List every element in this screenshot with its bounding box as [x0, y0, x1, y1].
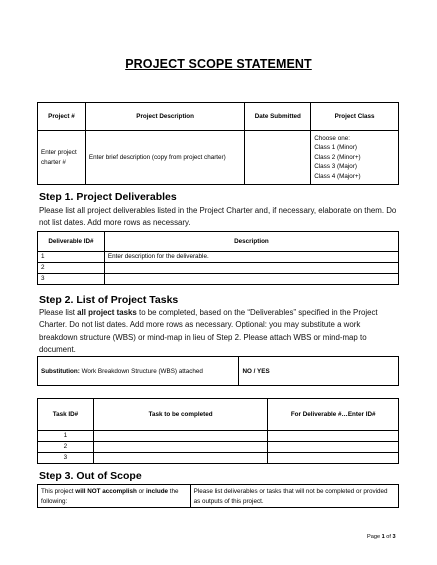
project-description-field[interactable]: Enter brief description (copy from project charter) [85, 131, 244, 185]
substitution-value-cell[interactable] [239, 357, 399, 386]
header-task-id: Task ID# [38, 399, 94, 431]
step1-heading: Step 1. Project Deliverables [39, 191, 177, 203]
header-for-deliverable: For Deliverable #…Enter ID# [268, 399, 399, 431]
header-project-num: Project # [38, 103, 86, 131]
deliverable-id-cell[interactable]: 3 [38, 274, 105, 285]
header-description: Description [104, 232, 398, 252]
footer-page: 1 [381, 534, 385, 540]
deliverable-desc-cell[interactable] [104, 263, 398, 274]
task-cell[interactable] [93, 442, 267, 453]
task-id-cell[interactable]: 3 [38, 453, 94, 464]
header-date-submitted: Date Submitted [245, 103, 311, 131]
footer-total: 3 [392, 534, 396, 540]
class-option: Class 3 (Major) [314, 163, 357, 171]
out-of-scope-label-cell [38, 485, 191, 508]
class-option: Class 2 (Minor+) [314, 153, 361, 161]
page-number [367, 534, 396, 540]
deliverables-table [37, 231, 399, 285]
table-row [38, 431, 399, 442]
deliverable-id-cell[interactable]: 1 [38, 252, 105, 263]
deliverable-desc-cell[interactable]: Enter description for the deliverable. [104, 252, 398, 263]
step3-heading: Step 3. Out of Scope [39, 470, 142, 482]
oos-bold-1: will NOT accomplish [75, 488, 137, 495]
header-task: Task to be completed [93, 399, 267, 431]
task-id-cell[interactable]: 2 [38, 442, 94, 453]
oos-pre: This project [41, 488, 76, 495]
header-project-description: Project Description [85, 103, 244, 131]
deliverable-id-cell[interactable]: 2 [38, 263, 105, 274]
project-num-field[interactable]: Enter project charter # [38, 131, 86, 185]
table-row [38, 252, 399, 263]
table-row [38, 442, 399, 453]
task-deliverable-cell[interactable] [268, 453, 399, 464]
footer-pre: Page [367, 534, 382, 540]
step2-text-post: to be completed, based on the “Deliverables” specified in the Project Charter. Do not list dates. Add more rows as necessary. Optional: you may substitute a work breakdown structure (WBS) or mind-map in lieu of Step 2. Please attach WBS or mind-map to document. [39, 308, 378, 354]
table-row [38, 263, 399, 274]
substitution-value: NO / YES [242, 367, 270, 375]
task-deliverable-cell[interactable] [268, 431, 399, 442]
substitution-text: Work Breakdown Structure (WBS) attached [79, 367, 203, 375]
tasks-table [37, 398, 399, 464]
project-summary-table [37, 102, 399, 185]
class-option: Class 1 (Minor) [314, 144, 357, 152]
step1-instructions: Please list all project deliverables listed in the Project Charter and, if necessary, elaborate on them. Do not list dates. Add more rows as necessary. [39, 206, 397, 228]
header-deliverable-id: Deliverable ID# [38, 232, 105, 252]
substitution-label-cell [38, 357, 239, 386]
date-submitted-field[interactable] [245, 131, 311, 185]
table-row [38, 274, 399, 285]
oos-post: the following: [41, 488, 179, 505]
project-class-field[interactable] [311, 131, 399, 185]
substitution-table [37, 356, 399, 386]
task-deliverable-cell[interactable] [268, 442, 399, 453]
out-of-scope-table [37, 484, 399, 508]
task-id-cell[interactable]: 1 [38, 431, 94, 442]
class-line: Choose one: [314, 134, 350, 142]
substitution-label: Substitution: [41, 367, 80, 375]
step2-text-pre: Please list [39, 308, 78, 317]
step2-text-bold: all project tasks [77, 308, 137, 317]
task-cell[interactable] [93, 453, 267, 464]
task-cell[interactable] [93, 431, 267, 442]
page-title: PROJECT SCOPE STATEMENT [125, 57, 312, 71]
class-option: Class 4 (Major+) [314, 172, 361, 180]
out-of-scope-field[interactable]: Please list deliverables or tasks that will not be completed or provided as outputs of this project. [190, 485, 398, 508]
table-row [38, 453, 399, 464]
step2-heading: Step 2. List of Project Tasks [39, 294, 179, 306]
header-project-class: Project Class [311, 103, 399, 131]
oos-bold-2: include [146, 488, 169, 495]
footer-mid: of [384, 534, 393, 540]
step2-instructions [39, 307, 401, 356]
oos-mid: or [136, 488, 146, 495]
deliverable-desc-cell[interactable] [104, 274, 398, 285]
